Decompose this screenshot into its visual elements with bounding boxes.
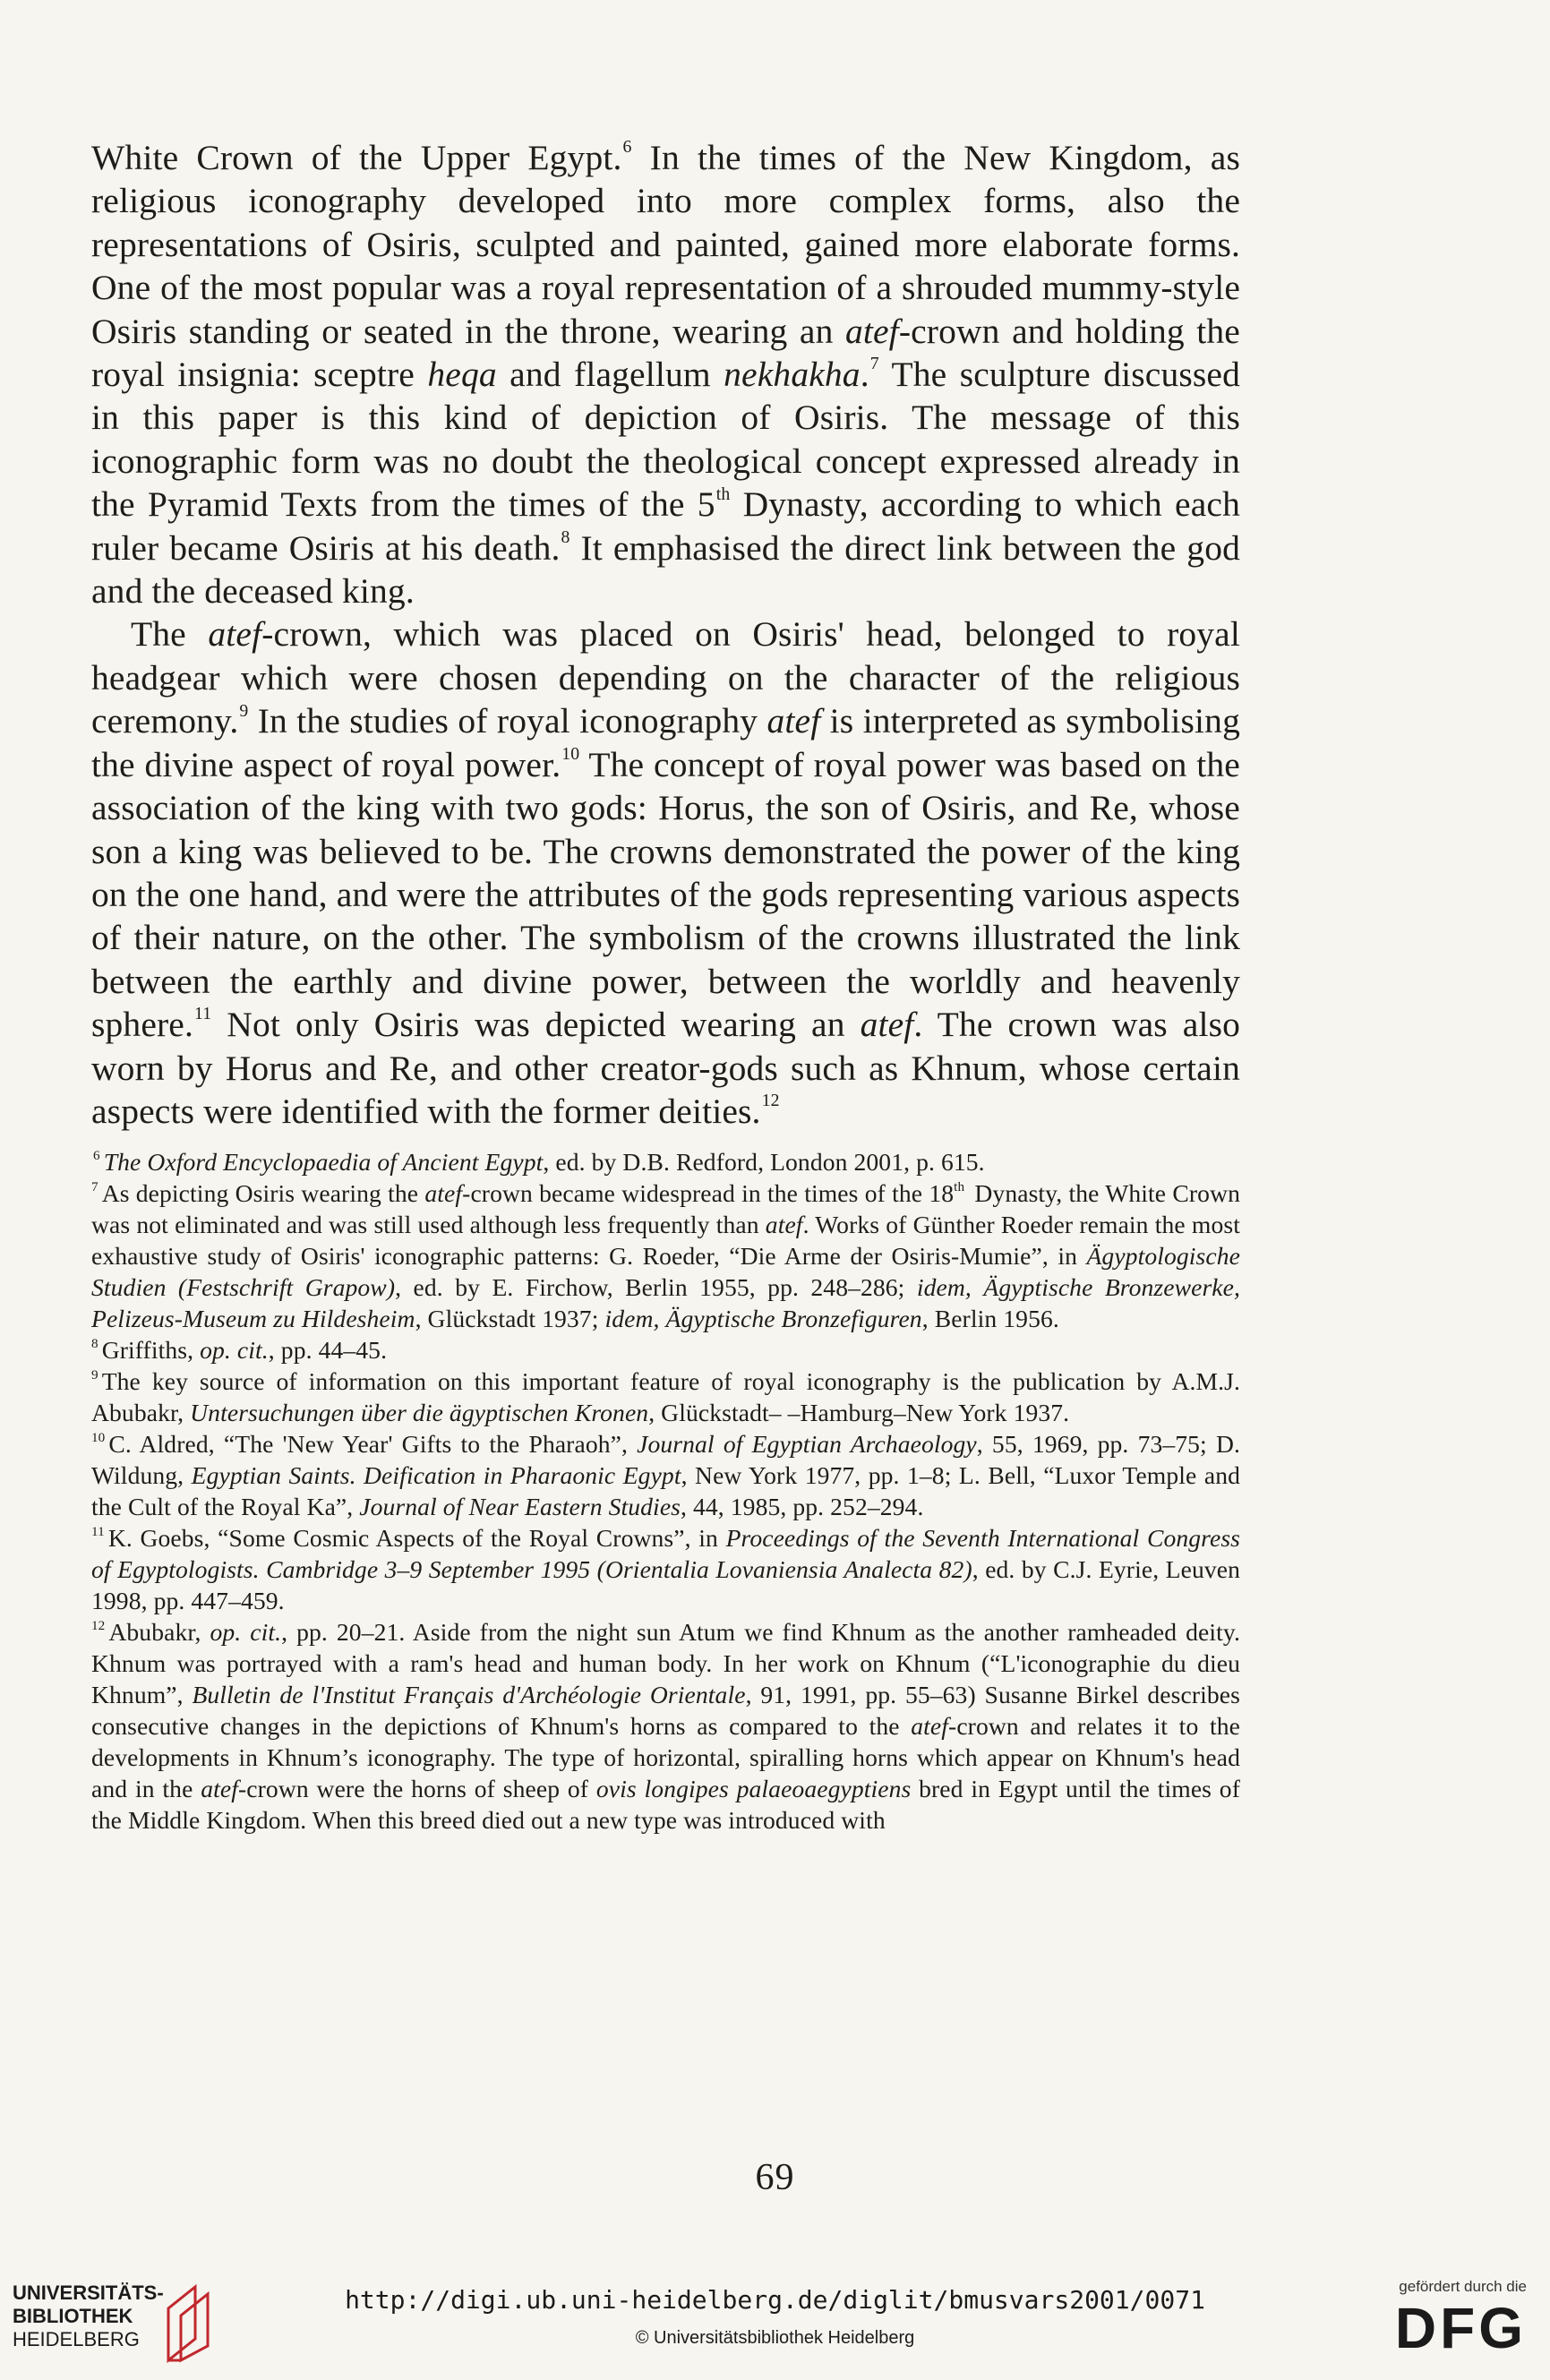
text-run: The key source of information on this important feature of royal iconography is the publication by A.M.J. Abubakr,: [91, 1367, 1240, 1426]
text-run: , Glückstadt 1937;: [415, 1305, 605, 1332]
footnote-12: [91, 1616, 1240, 1836]
italic-term: atef: [765, 1211, 803, 1238]
italic-title: The Oxford Encyclopaedia of Ancient Egypt: [103, 1148, 544, 1176]
text-run: , pp. 44–45.: [268, 1336, 388, 1364]
text-run: -crown became widespread in the times of the 18: [462, 1179, 955, 1207]
library-name-line: BIBLIOTHEK: [13, 2305, 133, 2327]
text-run: , 55, 1969, pp. 73–75; D. Wildung,: [91, 1430, 1240, 1489]
footnote-10: [91, 1428, 1240, 1522]
source-url-link[interactable]: http://digi.ub.uni-heidelberg.de/diglit/bmusvars2001/0071: [345, 2285, 1205, 2315]
footnote-number: 12: [91, 1617, 106, 1633]
dfg-logo-text: DFG: [1394, 2296, 1527, 2360]
footnote-11: [91, 1522, 1240, 1616]
main-text: [91, 136, 1240, 1133]
footnote-ref-6[interactable]: 6: [622, 137, 632, 158]
text-run: . Works of Günther Roeder remain the most exhaustive study of Osiris' iconographic patterns: G. Roeder, “Die Arme der Osiris-Mumie”, in: [91, 1211, 1240, 1270]
italic-title: idem, Ägyptische Bronzewerke, Pelizeus-Museum zu Hildesheim: [91, 1273, 1240, 1332]
text-run: In the times of the New Kingdom, as religious iconography developed into more complex forms, also the representations of Osiris, sculpted and painted, gained more elaborate forms. One of the most popular was a royal representation of a shrouded mummy-style Osiris standing or seated in the throne, wearing an: [91, 138, 1240, 351]
text-run: The concept of royal power was based on the association of the king with two gods: Horus, the son of Osiris, and Re, whose son a king was believed to be. The crowns demonstrated the power of the king on the one hand, and were the attributes of the gods representing various aspects of their nature, on the other. The symbolism of the crowns illustrated the link between the earthly and divine power, between the worldly and heavenly sphere.: [91, 744, 1240, 1045]
footnote-ref-11[interactable]: 11: [194, 1004, 212, 1024]
italic-title: Ägyptologische Studien (Festschrift Grapow): [91, 1242, 1240, 1301]
footnote-ref-9[interactable]: 9: [239, 700, 249, 721]
text-run: , pp. 20–21. Aside from the night sun Atum we find Khnum as the another ramheaded deity. Khnum was portrayed with a ram's head and human body. In her work on Khnum (“L'iconographie du dieu Khnum”,: [91, 1618, 1240, 1708]
text-run: , ed. by D.B. Redford, London 2001, p. 615.: [543, 1148, 985, 1176]
text-run: Abubakr,: [108, 1618, 210, 1646]
italic-term: atef: [911, 1712, 949, 1740]
italic-term: atef: [201, 1775, 238, 1802]
footnotes: [91, 1146, 1240, 1836]
text-run: and flagellum: [496, 355, 724, 395]
italic-title: Journal of Near Eastern Studies: [359, 1493, 681, 1520]
text-run: Griffiths,: [101, 1336, 201, 1364]
text-run: , ed. by E. Firchow, Berlin 1955, pp. 248–286;: [395, 1273, 917, 1301]
italic-term: heqa: [427, 355, 497, 395]
footnote-number: 9: [91, 1366, 98, 1383]
italic-term: atef: [844, 311, 899, 351]
italic-term: atef: [766, 701, 821, 741]
footnote-ref-8[interactable]: 8: [561, 527, 570, 547]
footnote-8: [91, 1334, 1240, 1366]
footnote-number: 10: [91, 1429, 106, 1445]
text-run: The sculpture discussed in this paper is this kind of depiction of Osiris. The message of this iconographic form was no doubt the theological concept expressed already in the Pyramid Texts from the times of the 5: [91, 355, 1240, 525]
ordinal-suffix: th: [715, 484, 731, 504]
text-run: .: [860, 355, 869, 395]
text-run: , 91, 1991, pp. 55–63) Susanne Birkel describes consecutive changes in the depictions of Khnum's horns as compared to the: [91, 1681, 1240, 1740]
text-run: -crown and relates it to the developments in Khnum’s iconography. The type of horizontal, spiralling horns which appear on Khnum's head and in the: [91, 1712, 1240, 1802]
italic-term: ovis longipes palaeoaegyptiens: [595, 1775, 912, 1802]
footnote-7: [91, 1177, 1240, 1334]
text-run: . The crown was also worn by Horus and Re, and other creator-gods such as Khnum, whose certain aspects were identified with the former deities.: [91, 1005, 1240, 1131]
italic-term: atef: [208, 614, 262, 655]
footnote-6: [91, 1146, 1240, 1177]
text-run: bred in Egypt until the times of the Middle Kingdom. When this breed died out a new type was introduced with: [91, 1775, 1240, 1834]
text-run: , Glückstadt– –Hamburg–New York 1937.: [648, 1399, 1070, 1426]
italic-title: Bulletin de l'Institut Français d'Archéologie Orientale: [192, 1681, 746, 1708]
italic-title: Untersuchungen über die ägyptischen Kronen: [190, 1399, 649, 1426]
italic-term: nekhakha: [724, 355, 861, 395]
italic-term: atef: [424, 1179, 463, 1207]
footnote-number: 8: [91, 1335, 98, 1351]
ordinal-suffix: th: [954, 1178, 965, 1194]
text-run: Dynasty, according to which each ruler became Osiris at his death.: [91, 484, 1240, 568]
copyright-notice: © Universitätsbibliothek Heidelberg: [635, 2328, 915, 2348]
text-run: , ed. by C.J. Eyrie, Leuven 1998, pp. 447–459.: [91, 1555, 1240, 1614]
text-run: is interpreted as symbolising the divine aspect of royal power.: [91, 701, 1240, 784]
dfg-funding-logo[interactable]: [1357, 2278, 1527, 2367]
text-run: , Berlin 1956.: [921, 1305, 1059, 1332]
footnote-number: 11: [91, 1523, 105, 1539]
text-run: Not only Osiris was depicted wearing an: [211, 1005, 861, 1045]
text-run: As depicting Osiris wearing the: [101, 1179, 425, 1207]
text-run: Dynasty, the White Crown was not eliminated and was still used although less frequently than: [91, 1179, 1240, 1238]
text-run: C. Aldred, “The 'New Year' Gifts to the Pharaoh”,: [108, 1430, 638, 1458]
italic-term: op. cit.: [210, 1618, 282, 1646]
funding-label: gefördert durch die: [1399, 2278, 1527, 2295]
text-run: , 44, 1985, pp. 252–294.: [681, 1493, 924, 1520]
text-run: The: [131, 614, 209, 655]
footnote-ref-12[interactable]: 12: [761, 1091, 780, 1111]
paragraph-1: [91, 136, 1240, 612]
italic-title: idem, Ägyptische Bronzefiguren: [604, 1305, 922, 1332]
page-number: 69: [755, 2157, 795, 2198]
paragraph-2: [91, 612, 1240, 1133]
text-run: White Crown of the Upper Egypt.: [91, 138, 622, 177]
footnote-number: 7: [91, 1178, 98, 1194]
italic-term: atef: [860, 1005, 914, 1045]
library-name-line: UNIVERSITÄTS-: [13, 2282, 164, 2304]
italic-title: Journal of Egyptian Archaeology: [637, 1430, 977, 1458]
text-run: It emphasised the direct link between the god and the deceased king.: [91, 527, 1240, 612]
text-run: , New York 1977, pp. 1–8; L. Bell, “Luxor Temple and the Cult of the Royal Ka”,: [91, 1461, 1240, 1520]
digitization-footer: [0, 2256, 1550, 2380]
library-name-line: HEIDELBERG: [13, 2328, 140, 2350]
italic-title: Egyptian Saints. Deification in Pharaonic Egypt: [191, 1461, 681, 1489]
text-run: -crown and holding the royal insignia: sceptre: [91, 311, 1240, 395]
italic-term: op. cit.: [200, 1336, 269, 1364]
footnote-number: 6: [93, 1147, 100, 1163]
text-run: In the studies of royal iconography: [248, 701, 767, 741]
footnote-ref-10[interactable]: 10: [561, 743, 580, 764]
text-run: -crown were the horns of sheep of: [238, 1775, 596, 1802]
footnote-9: [91, 1366, 1240, 1428]
footnote-ref-7[interactable]: 7: [869, 354, 879, 374]
text-run: K. Goebs, “Some Cosmic Aspects of the Royal Crowns”, in: [107, 1524, 726, 1552]
italic-title: Proceedings of the Seventh International Congress of Egyptologists. Cambridge 3–9 September 1995 (Orientalia Lovaniensia Analecta 82): [91, 1524, 1240, 1583]
text-run: -crown, which was placed on Osiris' head, belonged to royal headgear which were chosen depending on the character of the religious ceremony.: [91, 614, 1240, 741]
